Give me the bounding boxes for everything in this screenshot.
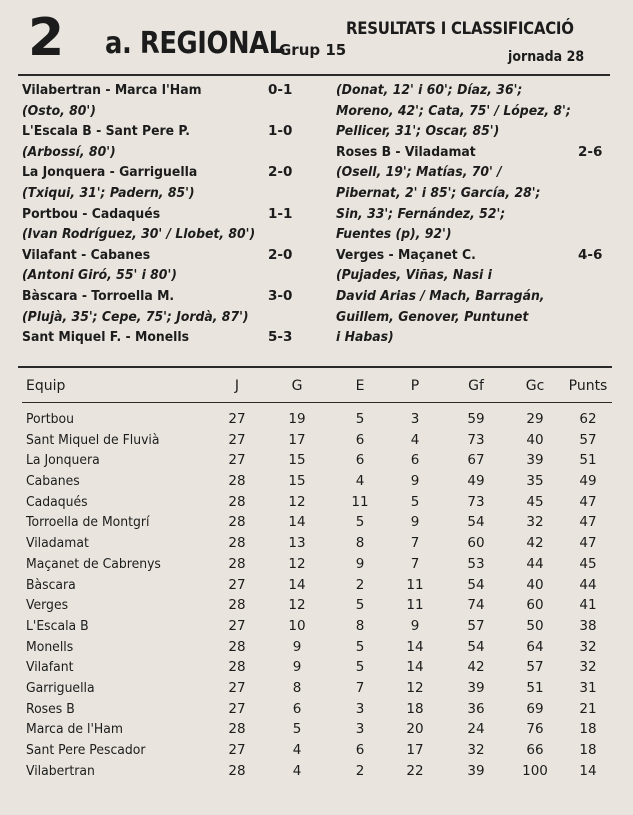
cell-played: 27 [228,742,246,758]
cell-points: 18 [579,721,597,738]
team-name: Monells [26,638,74,655]
cell-goals-for: 54 [467,514,485,531]
cell-won: 14 [288,576,306,593]
cell-lost: 12 [406,679,424,696]
cell-lost: 6 [410,452,420,469]
match-result [336,142,616,163]
cell-points: 38 [579,617,597,634]
division-number: 2 [28,8,63,68]
table-row [22,678,612,699]
scorers-line [336,327,616,348]
scorers-text: Moreno, 42'; Cata, 75' / López, 8'; [336,102,571,119]
cell-played: 28 [228,555,246,572]
cell-goals-for: 39 [467,762,485,779]
table-row [22,430,612,451]
scorers-text: Pellicer, 31'; Oscar, 85') [336,123,500,140]
scorers-text: (Antoni Giró, 55' i 80') [22,267,177,284]
cell-lost: 14 [406,638,424,655]
match-score: 1-0 [268,123,293,140]
table-row [22,492,612,513]
cell-goals-against: 100 [522,762,548,779]
match-score: 2-0 [268,246,293,263]
cell-played: 28 [228,514,246,531]
cell-goals-against: 32 [526,514,544,531]
match-result [22,80,322,101]
scorers-line [336,307,616,328]
scorers-text: (Donat, 12' i 60'; Díaz, 36'; [336,82,523,98]
scorers-line [336,121,616,142]
cell-drawn: 6 [355,452,365,469]
match-result [336,245,616,266]
cell-goals-against: 66 [526,742,544,758]
cell-played: 28 [228,659,246,676]
cell-won: 4 [292,762,302,779]
section-title: RESULTATS I CLASSIFICACIÓ [346,19,574,39]
team-name: Cadaqués [26,493,88,510]
team-name: Verges [26,597,69,614]
col-header-drawn: E [355,378,365,394]
table-top-rule [18,366,612,368]
cell-lost: 20 [406,721,424,738]
cell-played: 27 [228,576,246,593]
cell-points: 44 [579,576,597,593]
cell-team [26,450,106,471]
cell-played: 28 [228,762,246,779]
scorers-text: (Plujà, 35'; Cepe, 75'; Jordà, 87') [22,308,249,325]
table-row [22,575,612,596]
match-score: 2-6 [578,143,603,160]
team-name: La Jonquera [26,452,100,469]
scorers-text: (Ivan Rodríguez, 30' / Llobet, 80') [22,226,256,243]
header-underline [22,402,612,403]
scorers-text: (Osto, 80') [22,102,96,119]
table-row [22,512,612,533]
cell-drawn: 5 [355,411,365,427]
matchday-label: jornada 28 [508,49,585,65]
cell-team [26,430,171,451]
col-header-team: Equip [26,378,66,394]
table-row [22,740,612,761]
cell-lost: 3 [410,411,420,427]
match-result [22,121,322,142]
cell-points: 31 [579,679,597,696]
col-header-lost: P [410,378,420,394]
cell-played: 28 [228,597,246,614]
cell-played: 28 [228,535,246,552]
cell-won: 15 [288,473,306,490]
scorers-text: (Osell, 19'; Matías, 70' / [336,164,502,181]
table-row [22,657,612,678]
cell-points: 62 [579,411,597,427]
cell-goals-against: 60 [526,597,544,614]
cell-goals-against: 35 [526,473,544,490]
cell-won: 12 [288,493,306,510]
match-teams: Bàscara - Torroella M. [22,287,175,304]
cell-points: 18 [579,742,597,758]
cell-drawn: 8 [355,535,365,552]
cell-lost: 9 [410,514,420,531]
cell-goals-against: 76 [526,721,544,738]
scorers-text: Fuentes (p), 92') [336,226,452,243]
cell-played: 28 [228,473,246,490]
cell-won: 9 [292,659,302,676]
team-name: Cabanes [26,473,80,490]
table-row [22,637,612,658]
cell-drawn: 8 [355,617,365,634]
table-row [22,450,612,471]
cell-lost: 11 [406,597,424,614]
cell-won: 12 [288,555,306,572]
team-name: Bàscara [26,576,76,593]
cell-goals-for: 39 [467,679,485,696]
cell-goals-for: 67 [467,452,485,469]
cell-points: 47 [579,535,597,552]
cell-points: 47 [579,493,597,510]
cell-won: 10 [288,617,306,634]
match-teams: Vilafant - Cabanes [22,246,151,263]
cell-goals-against: 45 [526,493,544,510]
cell-goals-against: 50 [526,617,544,634]
cell-points: 32 [579,659,597,676]
scorers-line [22,265,322,286]
scorers-text: (Pujades, Viñas, Nasi i [336,267,492,284]
table-row [22,471,612,492]
results-right-column [336,80,616,348]
cell-won: 19 [288,411,306,427]
match-teams: La Jonquera - Garriguella [22,164,198,181]
cell-played: 27 [228,431,246,448]
scorers-text: (Txiqui, 31'; Padern, 85') [22,184,195,201]
match-score: 3-0 [268,287,293,304]
cell-lost: 9 [410,473,420,490]
cell-goals-against: 51 [526,679,544,696]
cell-points: 45 [579,555,597,572]
results-left-column [22,80,322,348]
division-title: a. REGIONAL [105,26,285,61]
table-row [22,699,612,720]
cell-won: 5 [292,721,302,738]
cell-points: 14 [579,762,597,779]
cell-points: 47 [579,514,597,531]
scorers-text: Guillem, Genover, Puntunet [336,308,529,325]
cell-points: 32 [579,638,597,655]
cell-team [26,409,78,430]
match-score: 5-3 [268,329,293,346]
cell-won: 17 [288,431,306,448]
scorers-line [22,101,322,122]
match-teams: Sant Miquel F. - Monells [22,329,190,346]
cell-lost: 9 [410,617,420,634]
team-name: Sant Pere Pescador [26,742,146,758]
match-result [22,204,322,225]
cell-goals-against: 40 [526,431,544,448]
cell-lost: 11 [406,576,424,593]
cell-goals-against: 64 [526,638,544,655]
scorers-line [22,142,322,163]
cell-goals-against: 44 [526,555,544,572]
match-result [22,162,322,183]
cell-points: 21 [579,700,597,717]
cell-lost: 18 [406,700,424,717]
cell-won: 4 [292,742,302,758]
cell-won: 15 [288,452,306,469]
cell-won: 13 [288,535,306,552]
scorers-text: (Arbossí, 80') [22,143,116,160]
scorers-line [336,80,616,101]
page-header [0,0,633,78]
scorers-line [336,101,616,122]
cell-won: 8 [292,679,302,696]
scorers-line [336,265,616,286]
table-row [22,719,612,740]
scorers-text: i Habas) [336,329,394,346]
match-teams: Vilabertran - Marca l'Ham [22,82,202,98]
table-row [22,595,612,616]
cell-points: 49 [579,473,597,490]
cell-drawn: 3 [355,700,365,717]
cell-lost: 14 [406,659,424,676]
cell-team [26,761,101,782]
cell-won: 12 [288,597,306,614]
team-name: Portbou [26,411,74,427]
cell-drawn: 6 [355,742,365,758]
cell-goals-for: 54 [467,638,485,655]
cell-goals-for: 42 [467,659,485,676]
match-teams: Verges - Maçanet C. [336,246,476,263]
cell-team [26,492,93,513]
match-score: 2-0 [268,164,293,181]
cell-goals-for: 59 [467,411,485,427]
cell-goals-against: 29 [526,411,544,427]
scorers-line [22,183,322,204]
cell-team [26,616,94,637]
team-name: Marca de l'Ham [26,721,123,738]
table-row [22,409,612,430]
cell-team [26,678,101,699]
match-result [22,286,322,307]
team-name: Viladamat [26,535,89,552]
cell-goals-for: 60 [467,535,485,552]
cell-won: 9 [292,638,302,655]
cell-drawn: 5 [355,638,365,655]
cell-team [26,699,79,720]
cell-team [26,533,94,554]
scorers-line [336,162,616,183]
cell-team [26,554,173,575]
cell-team [26,740,156,761]
cell-played: 27 [228,679,246,696]
cell-goals-for: 36 [467,700,485,717]
cell-drawn: 9 [355,555,365,572]
cell-played: 28 [228,721,246,738]
cell-goals-against: 40 [526,576,544,593]
cell-drawn: 7 [355,679,365,696]
cell-goals-against: 42 [526,535,544,552]
cell-team [26,719,131,740]
header-rule [18,74,610,76]
table-row [22,554,612,575]
cell-played: 27 [228,617,246,634]
team-name: L'Escala B [26,617,89,634]
cell-goals-for: 74 [467,597,485,614]
cell-goals-against: 69 [526,700,544,717]
cell-lost: 22 [406,762,424,779]
team-name: Sant Miquel de Fluvià [26,431,160,448]
match-score: 4-6 [578,246,603,263]
cell-won: 6 [292,700,302,717]
match-result [22,327,322,348]
cell-goals-for: 73 [467,493,485,510]
team-name: Maçanet de Cabrenys [26,555,161,572]
cell-lost: 17 [406,742,424,758]
cell-goals-for: 57 [467,617,485,634]
cell-goals-for: 54 [467,576,485,593]
cell-goals-against: 57 [526,659,544,676]
scorers-line [336,286,616,307]
cell-drawn: 3 [355,721,365,738]
team-name: Roses B [26,700,75,717]
match-teams: Roses B - Viladamat [336,143,476,160]
cell-goals-for: 73 [467,431,485,448]
scorers-line [336,204,616,225]
cell-drawn: 5 [355,514,365,531]
team-name: Vilabertran [26,762,95,779]
match-teams: L'Escala B - Sant Pere P. [22,123,190,140]
cell-team [26,637,77,658]
cell-played: 27 [228,411,246,427]
cell-won: 14 [288,514,306,531]
match-score: 0-1 [268,82,293,98]
standings-header-row [22,372,612,400]
cell-played: 28 [228,493,246,510]
scorers-text: David Arias / Mach, Barragán, [336,287,545,304]
cell-drawn: 5 [355,597,365,614]
col-header-points: Punts [568,378,608,394]
team-name: Vilafant [26,659,74,676]
cell-team [26,575,80,596]
cell-lost: 4 [410,431,420,448]
table-row [22,616,612,637]
cell-points: 57 [579,431,597,448]
col-header-goals-for: Gf [468,378,484,394]
cell-goals-for: 53 [467,555,485,572]
cell-drawn: 5 [355,659,365,676]
col-header-won: G [291,378,303,394]
match-result [22,245,322,266]
scorers-line [22,307,322,328]
scorers-text: Sin, 33'; Fernández, 52'; [336,205,506,222]
scorers-line [336,183,616,204]
cell-played: 27 [228,700,246,717]
col-header-goals-against: Gc [525,378,545,394]
cell-drawn: 4 [355,473,365,490]
standings-table [22,372,612,781]
team-name: Torroella de Montgrí [26,514,150,531]
cell-goals-for: 24 [467,721,485,738]
cell-team [26,512,160,533]
cell-played: 28 [228,638,246,655]
cell-drawn: 2 [355,576,365,593]
standings-body [22,409,612,781]
cell-drawn: 11 [351,493,369,510]
cell-played: 27 [228,452,246,469]
cell-goals-against: 39 [526,452,544,469]
scorers-line [336,224,616,245]
cell-goals-for: 32 [467,742,485,758]
cell-lost: 5 [410,493,420,510]
col-header-played: J [234,378,240,394]
group-label: Grup 15 [279,41,347,59]
scorers-text: Pibernat, 2' i 85'; García, 28'; [336,184,541,201]
match-teams: Portbou - Cadaqués [22,205,161,222]
match-score: 1-1 [268,205,293,222]
cell-team [26,595,72,616]
team-name: Garriguella [26,679,95,696]
table-row [22,761,612,782]
cell-team [26,471,84,492]
table-row [22,533,612,554]
cell-points: 51 [579,452,597,469]
cell-lost: 7 [410,555,420,572]
cell-goals-for: 49 [467,473,485,490]
cell-points: 41 [579,597,597,614]
cell-drawn: 2 [355,762,365,779]
cell-drawn: 6 [355,431,365,448]
cell-team [26,657,78,678]
cell-lost: 7 [410,535,420,552]
scorers-line [22,224,322,245]
